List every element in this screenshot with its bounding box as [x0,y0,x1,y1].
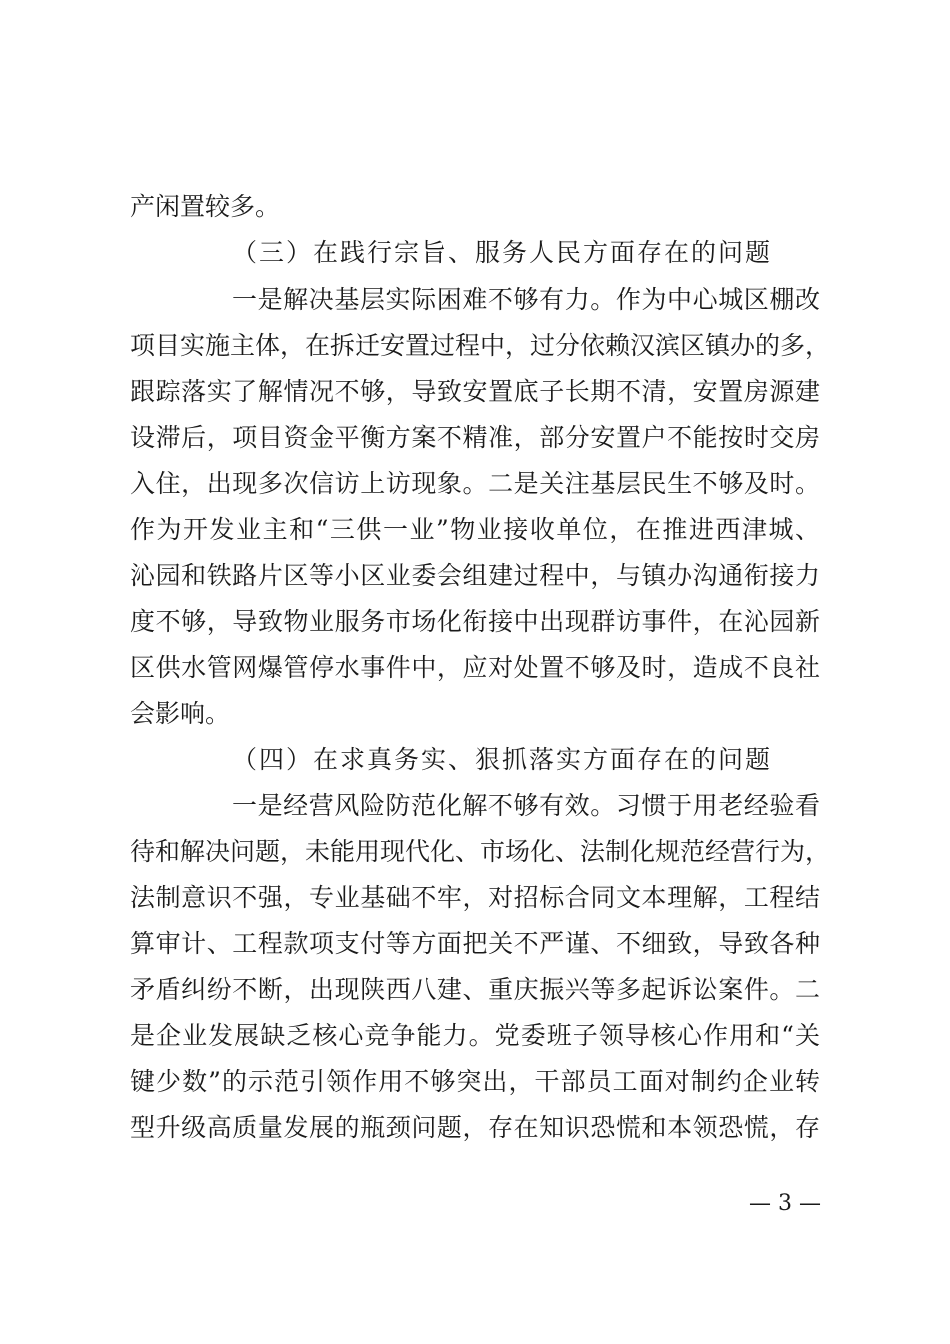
section-heading-4: （四）在求真务实、狠抓落实方面存在的问题 [232,745,773,774]
paragraph-line: 是企业发展缺乏核心竞争能力。党委班子领导核心作用和“关 [130,1021,820,1050]
paragraph-line: 区供水管网爆管停水事件中，应对处置不够及时，造成不良社 [130,653,820,682]
paragraph-line: 键少数”的示范引领作用不够突出，干部员工面对制约企业转 [130,1067,820,1096]
paragraph-line: 一是解决基层实际困难不够有力。作为中心城区棚改 [232,285,820,314]
paragraph-line: 矛盾纠纷不断，出现陕西八建、重庆振兴等多起诉讼案件。二 [130,975,820,1004]
paragraph-line: 跟踪落实了解情况不够，导致安置底子长期不清，安置房源建 [130,377,820,406]
paragraph-line: 作为开发业主和“三供一业”物业接收单位，在推进西津城、 [130,515,820,544]
paragraph-line: 算审计、工程款项支付等方面把关不严谨、不细致，导致各种 [130,929,820,958]
paragraph-line: 型升级高质量发展的瓶颈问题，存在知识恐慌和本领恐慌，存 [130,1113,820,1142]
paragraph-line: 项目实施主体，在拆迁安置过程中，过分依赖汉滨区镇办的多， [130,331,831,360]
paragraph-line: 设滞后，项目资金平衡方案不精准，部分安置户不能按时交房 [130,423,820,452]
paragraph-line: 法制意识不强，专业基础不牢，对招标合同文本理解，工程结 [130,883,820,912]
paragraph-line: 入住，出现多次信访上访现象。二是关注基层民生不够及时。 [130,469,820,498]
paragraph-line: 待和解决问题，未能用现代化、市场化、法制化规范经营行为， [130,837,831,866]
paragraph-line: 一是经营风险防范化解不够有效。习惯于用老经验看 [232,791,820,820]
page-number: — 3 — [749,1191,821,1216]
section-heading-3: （三）在践行宗旨、服务人民方面存在的问题 [232,238,773,267]
paragraph-continuation: 产闲置较多。 [130,192,281,221]
paragraph-line: 度不够，导致物业服务市场化衔接中出现群访事件，在沁园新 [130,607,820,636]
paragraph-line: 会影响。 [130,699,231,728]
paragraph-line: 沁园和铁路片区等小区业委会组建过程中，与镇办沟通衔接力 [130,561,820,590]
